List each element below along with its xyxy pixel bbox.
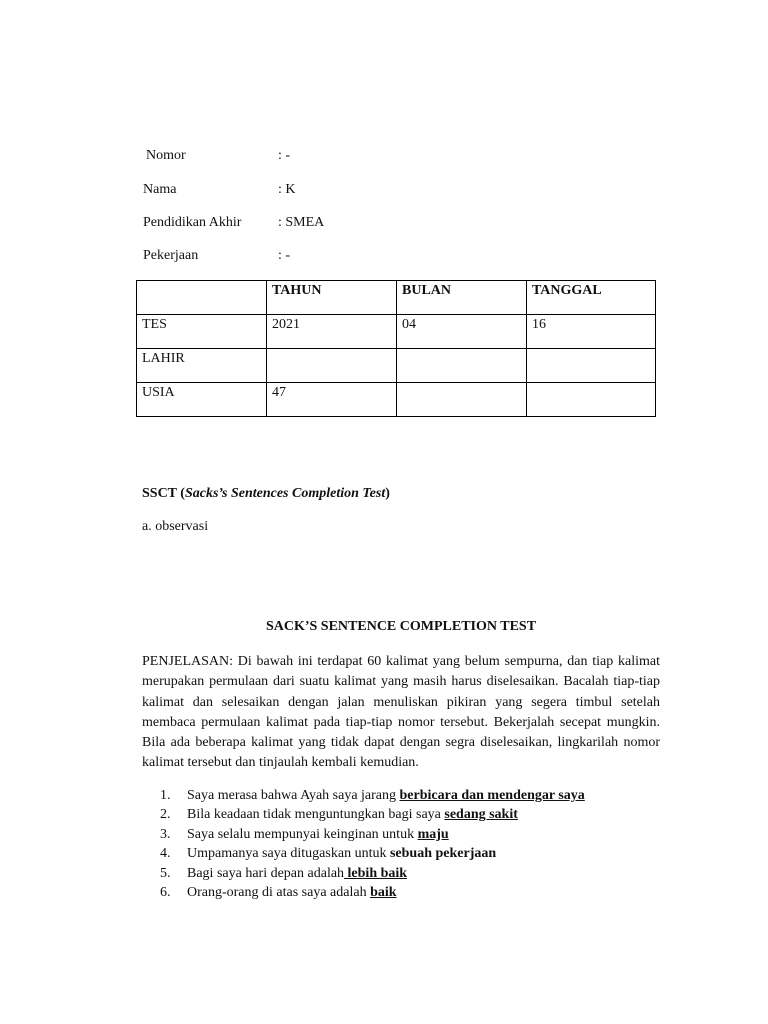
item-answer: sedang sakit	[444, 807, 518, 823]
table-cell: 2021	[267, 315, 397, 349]
pendidikan-value: : SMEA	[278, 215, 325, 230]
ssct-heading	[142, 486, 390, 502]
nomor-label: Nomor	[146, 148, 186, 163]
item-stem: Bagi saya hari depan adalah	[187, 865, 345, 881]
item-stem: Umpamanya saya ditugaskan untuk	[187, 846, 390, 862]
table-cell	[397, 349, 527, 383]
item-number: 2.	[160, 807, 171, 823]
table-header-row	[137, 281, 656, 315]
item-stem: Saya merasa bahwa Ayah saya jarang	[187, 788, 400, 803]
table-row	[137, 315, 656, 349]
item-stem: Orang-orang di atas saya adalah	[187, 884, 371, 900]
item-answer: berbicara dan mendengar saya	[399, 788, 585, 803]
date-table	[136, 280, 656, 417]
list-item	[142, 885, 662, 904]
explanation-paragraph: PENJELASAN: Di bawah ini terdapat 60 kalimat yang belum sempurna, dan tiap kalimat merupakan permulaan dari suatu kalimat yang masih harus diselesaikan. Bacalah tiap-tiap kalimat dan selesaikan dengan jalan menuliskan pikiran yang segera timbul setelah membaca permulaan kalimat pada tiap-tiap nomor tersebut. Bekerjalah secepat mungkin. Bila ada beberapa kalimat yang tidak dapat dengan segra diselesaikan, lingkarilah nomor kalimat tersebut dan tinjaulah kembali kemudian.	[142, 654, 660, 771]
item-answer: lebih baik	[344, 865, 408, 881]
item-answer: sebuah pekerjaan	[389, 846, 497, 862]
item-number: 6.	[160, 884, 171, 900]
table-cell: LAHIR	[137, 349, 267, 383]
item-number: 4.	[160, 846, 171, 862]
table-header-cell	[137, 281, 267, 315]
item-number: 3.	[160, 826, 171, 842]
list-item	[142, 866, 662, 885]
table-header-cell: TAHUN	[267, 281, 397, 315]
table-cell	[527, 383, 656, 417]
item-stem: Saya selalu mempunyai keinginan untuk	[187, 826, 418, 842]
pekerjaan-label: Pekerjaan	[143, 248, 199, 263]
pendidikan-label: Pendidikan Akhir	[143, 215, 242, 230]
nama-value: : K	[278, 182, 296, 197]
observation-label: a. observasi	[142, 519, 209, 534]
table-row	[137, 349, 656, 383]
item-number: 1.	[160, 788, 171, 803]
table-row	[137, 383, 656, 417]
ssct-suffix: )	[385, 486, 390, 501]
ssct-prefix: SSCT (	[142, 486, 185, 501]
ssct-title-italic: Sacks’s Sentences Completion Test	[184, 486, 386, 501]
table-cell	[527, 349, 656, 383]
table-cell: TES	[137, 315, 267, 349]
table-header-cell: TANGGAL	[527, 281, 656, 315]
item-stem: Bila keadaan tidak menguntungkan bagi saya	[187, 807, 445, 823]
item-answer: baik	[370, 884, 397, 900]
table-header-cell: BULAN	[397, 281, 527, 315]
table-cell	[267, 349, 397, 383]
pekerjaan-value: : -	[278, 248, 291, 263]
table-cell: 47	[267, 383, 397, 417]
table-cell: 16	[527, 315, 656, 349]
section-title: SACK’S SENTENCE COMPLETION TEST	[265, 619, 537, 634]
sentence-list	[142, 788, 662, 904]
table-cell: 04	[397, 315, 527, 349]
list-item	[142, 846, 662, 865]
item-answer: maju	[417, 826, 449, 842]
list-item	[142, 827, 662, 846]
nama-label: Nama	[143, 182, 177, 197]
item-number: 5.	[160, 865, 171, 881]
nomor-value: : -	[278, 148, 291, 163]
list-item	[142, 807, 662, 826]
table-cell	[397, 383, 527, 417]
table-cell: USIA	[137, 383, 267, 417]
list-item	[142, 788, 662, 807]
